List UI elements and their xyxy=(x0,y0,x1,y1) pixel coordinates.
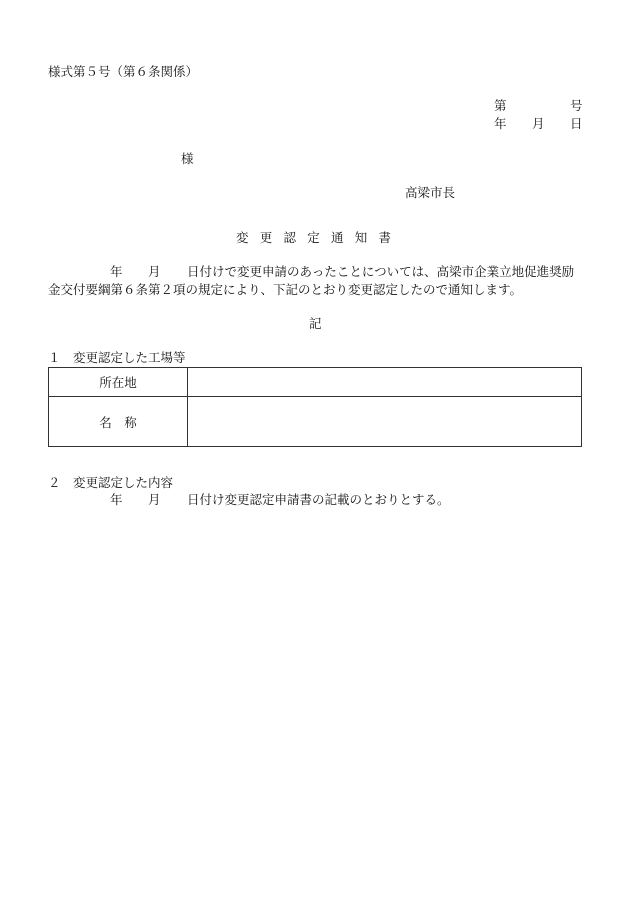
name-label: 名 称 xyxy=(49,397,188,447)
facility-table xyxy=(48,367,582,447)
section-2-heading: ２ 変更認定した内容 xyxy=(48,475,174,490)
doc-number-go: 号 xyxy=(570,98,583,113)
date-year: 年 xyxy=(494,116,507,131)
addressee-honorific: 様 xyxy=(181,151,194,166)
form-number: 様式第５号（第６条関係） xyxy=(48,64,199,79)
date-month: 月 xyxy=(532,116,545,131)
name-value xyxy=(188,397,582,447)
body-line-1: 日付けで変更申請のあったことについては、高梁市企業立地促進奨励 xyxy=(187,264,575,279)
body-year: 年 xyxy=(110,264,123,279)
body-month: 月 xyxy=(148,264,161,279)
section-1-heading: １ 変更認定した工場等 xyxy=(48,350,186,365)
document-title: 変更認定通知書 xyxy=(236,230,403,245)
section-2-year: 年 xyxy=(110,492,123,507)
date-day: 日 xyxy=(570,116,583,131)
sender-name: 高梁市長 xyxy=(405,185,456,200)
table-row xyxy=(49,397,582,447)
section-2-text: 日付け変更認定申請書の記載のとおりとする。 xyxy=(187,492,450,507)
section-2-month: 月 xyxy=(148,492,161,507)
table-row xyxy=(49,368,582,397)
location-value xyxy=(188,368,582,397)
doc-number-dai: 第 xyxy=(494,98,507,113)
body-line-2: 金交付要綱第６条第２項の規定により、下記のとおり変更認定したので通知します。 xyxy=(48,282,523,297)
ki-marker: 記 xyxy=(309,316,322,331)
location-label: 所在地 xyxy=(49,368,188,397)
